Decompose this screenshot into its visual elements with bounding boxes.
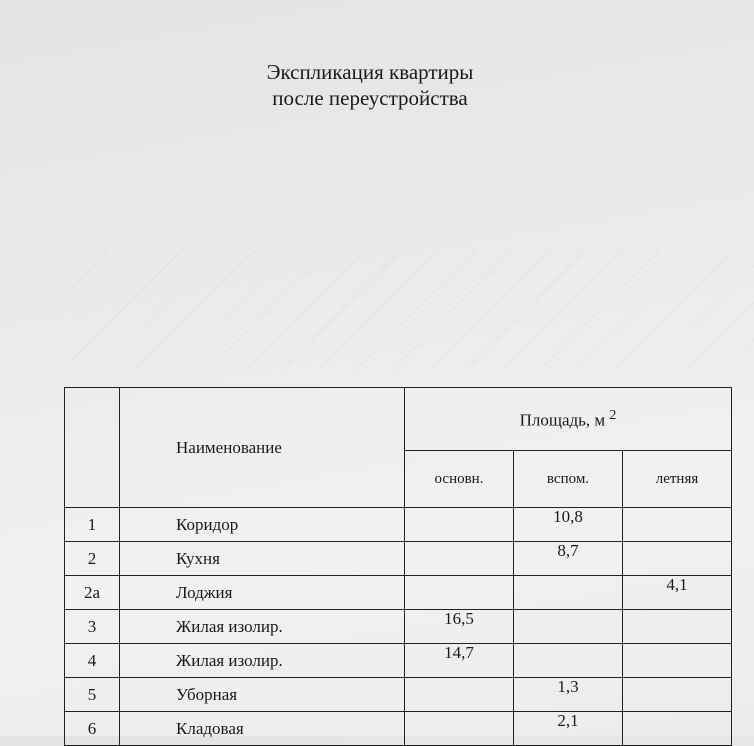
row-number: 1 bbox=[65, 508, 120, 542]
header-area-cell bbox=[405, 388, 732, 451]
area-main: 14,7 bbox=[405, 644, 514, 678]
area-summer: 4,1 bbox=[623, 576, 732, 610]
column-header-aux: вспом. bbox=[514, 451, 623, 508]
area-summer bbox=[623, 644, 732, 678]
room-name: Кухня bbox=[120, 542, 405, 576]
table-row bbox=[65, 678, 732, 712]
table-row bbox=[65, 542, 732, 576]
area-aux: 10,8 bbox=[514, 508, 623, 542]
area-aux bbox=[514, 644, 623, 678]
explication-table bbox=[64, 387, 732, 746]
table-row bbox=[65, 576, 732, 610]
header-name-label: Наименование bbox=[176, 437, 282, 457]
row-number: 4 bbox=[65, 644, 120, 678]
row-number: 3 bbox=[65, 610, 120, 644]
area-main bbox=[405, 542, 514, 576]
table-row bbox=[65, 644, 732, 678]
table-row bbox=[65, 712, 732, 746]
room-name: Лоджия bbox=[120, 576, 405, 610]
row-number: 2а bbox=[65, 576, 120, 610]
row-number: 2 bbox=[65, 542, 120, 576]
header-number-cell bbox=[65, 388, 120, 508]
table-row bbox=[65, 610, 732, 644]
row-number: 6 bbox=[65, 712, 120, 746]
background-bleed-through bbox=[70, 250, 754, 370]
document-title: Экспликация квартиры bbox=[266, 60, 474, 84]
area-main: 16,5 bbox=[405, 610, 514, 644]
area-aux: 2,1 bbox=[514, 712, 623, 746]
area-summer bbox=[623, 508, 732, 542]
area-aux: 1,3 bbox=[514, 678, 623, 712]
column-header-main: основн. bbox=[405, 451, 514, 508]
table-row bbox=[65, 508, 732, 542]
table-header-row bbox=[65, 388, 732, 451]
room-name: Коридор bbox=[120, 508, 405, 542]
area-summer bbox=[623, 542, 732, 576]
room-name: Уборная bbox=[120, 678, 405, 712]
document-subtitle: после переустройства bbox=[272, 86, 468, 110]
room-name: Кладовая bbox=[120, 712, 405, 746]
header-area-unit: 2 bbox=[609, 407, 617, 423]
area-aux bbox=[514, 576, 623, 610]
area-summer bbox=[623, 678, 732, 712]
area-main bbox=[405, 508, 514, 542]
area-summer bbox=[623, 712, 732, 746]
room-name: Жилая изолир. bbox=[120, 644, 405, 678]
room-name: Жилая изолир. bbox=[120, 610, 405, 644]
area-aux bbox=[514, 610, 623, 644]
header-area-label: Площадь, м bbox=[519, 410, 606, 430]
header-name-cell bbox=[120, 388, 405, 508]
row-number: 5 bbox=[65, 678, 120, 712]
area-summer bbox=[623, 610, 732, 644]
area-main bbox=[405, 678, 514, 712]
area-main bbox=[405, 712, 514, 746]
area-aux: 8,7 bbox=[514, 542, 623, 576]
area-main bbox=[405, 576, 514, 610]
column-header-summer: летняя bbox=[623, 451, 732, 508]
